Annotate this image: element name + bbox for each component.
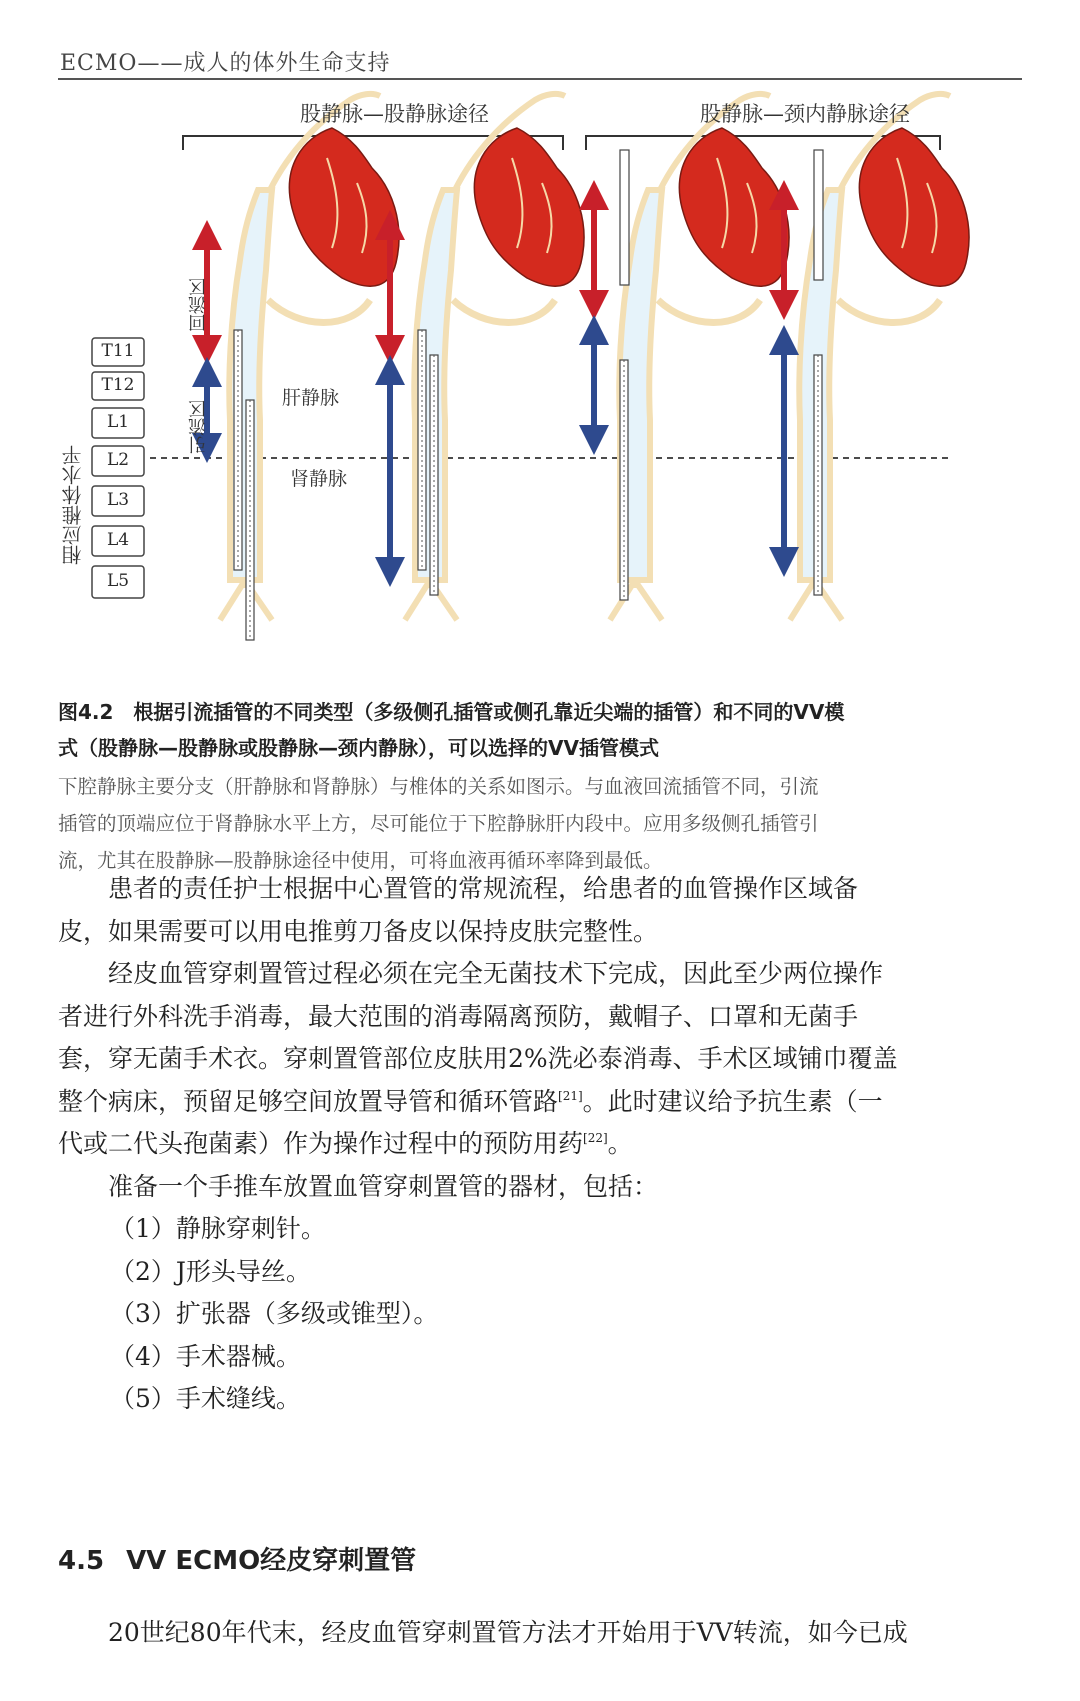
section-heading — [58, 1540, 416, 1577]
paragraph-line — [58, 1081, 1023, 1124]
section-body — [58, 1612, 1023, 1655]
vertebra-l2: L2 — [106, 450, 130, 470]
figure-note — [58, 768, 1028, 879]
section-number: 4.5 — [58, 1546, 105, 1576]
citation-22[interactable]: [22] — [583, 1131, 608, 1145]
figure-4-2 — [0, 0, 1080, 680]
vertebra-l3: L3 — [106, 490, 130, 510]
paragraph-line: 经皮血管穿刺置管过程必须在完全无菌技术下完成，因此至少两位操作 — [108, 959, 884, 988]
vertebra-t11: T11 — [101, 341, 135, 361]
list-item: （4）手术器械。 — [110, 1341, 301, 1371]
return-zone-label: 回流区 — [188, 278, 209, 332]
vertebra-l4: L4 — [106, 530, 130, 550]
paragraph-line: 皮，如果需要可以用电推剪刀备皮以保持皮肤完整性。 — [58, 916, 659, 946]
vertebra-l1: L1 — [106, 412, 130, 432]
note-line: 下腔静脉主要分支（肝静脉和肾静脉）与椎体的关系如图示。与血液回流插管不同，引流 — [58, 775, 819, 798]
route-femoral-jugular: 股静脉—颈内静脉途径 — [700, 102, 910, 126]
cannulation-diagram — [0, 0, 1080, 680]
figure-caption — [58, 694, 1028, 766]
drain-zone-label: 引流区 — [188, 400, 209, 454]
list-item: （5）手术缝线。 — [110, 1384, 301, 1413]
running-head: ECMO——成人的体外生命支持 — [60, 51, 391, 76]
paragraph-line — [58, 1123, 1023, 1166]
section-title: VV ECMO经皮穿刺置管 — [126, 1546, 417, 1576]
vertebra-level-label: 相应椎体水平 — [61, 445, 85, 565]
caption-line: 图4.2 根据引流插管的不同类型（多级侧孔插管或侧孔靠近尖端的插管）和不同的VV模 — [58, 700, 845, 724]
hepatic-vein-label: 肝静脉 — [282, 383, 339, 410]
paragraph-line: 者进行外科洗手消毒，最大范围的消毒隔离预防，戴帽子、口罩和无菌手 — [58, 1001, 859, 1031]
text-span: 整个病床，预留足够空间放置导管和循环管路 — [58, 1086, 559, 1116]
paragraph-line: 患者的责任护士根据中心置管的常规流程，给患者的血管操作区域备 — [108, 874, 859, 903]
list-item: （1）静脉穿刺针。 — [110, 1214, 326, 1243]
text-span: 。此时建议给予抗生素（一 — [582, 1086, 883, 1116]
paragraph-line: 套，穿无菌手术衣。穿刺置管部位皮肤用2%洗必泰消毒、手术区域铺巾覆盖 — [58, 1044, 898, 1073]
text-span: 代或二代头孢菌素）作为操作过程中的预防用药 — [58, 1129, 584, 1158]
paragraph-line: 准备一个手推车放置血管穿刺置管的器材，包括： — [108, 1171, 659, 1201]
route-femoral-femoral: 股静脉—股静脉途径 — [300, 102, 489, 126]
note-line: 插管的顶端应位于肾静脉水平上方，尽可能位于下腔静脉肝内段中。应用多级侧孔插管引 — [58, 812, 819, 835]
paragraph-line: 20世纪80年代末，经皮血管穿刺置管方法才开始用于VV转流，如今已成 — [108, 1618, 908, 1647]
vertebra-t12: T12 — [101, 375, 135, 395]
list-item: （2）J形头导丝。 — [110, 1256, 311, 1286]
note-line: 流，尤其在股静脉—股静脉途径中使用，可将血液再循环率降到最低。 — [58, 849, 663, 872]
body-text — [58, 868, 1023, 1421]
list-item: （3）扩张器（多级或锥型）。 — [110, 1299, 439, 1328]
text-span: 。 — [607, 1129, 633, 1158]
caption-line: 式（股静脉—股静脉或股静脉—颈内静脉），可以选择的VV插管模式 — [58, 736, 659, 760]
vertebra-l5: L5 — [106, 571, 130, 591]
citation-21[interactable]: [21] — [558, 1088, 583, 1103]
renal-vein-label: 肾静脉 — [290, 464, 347, 491]
